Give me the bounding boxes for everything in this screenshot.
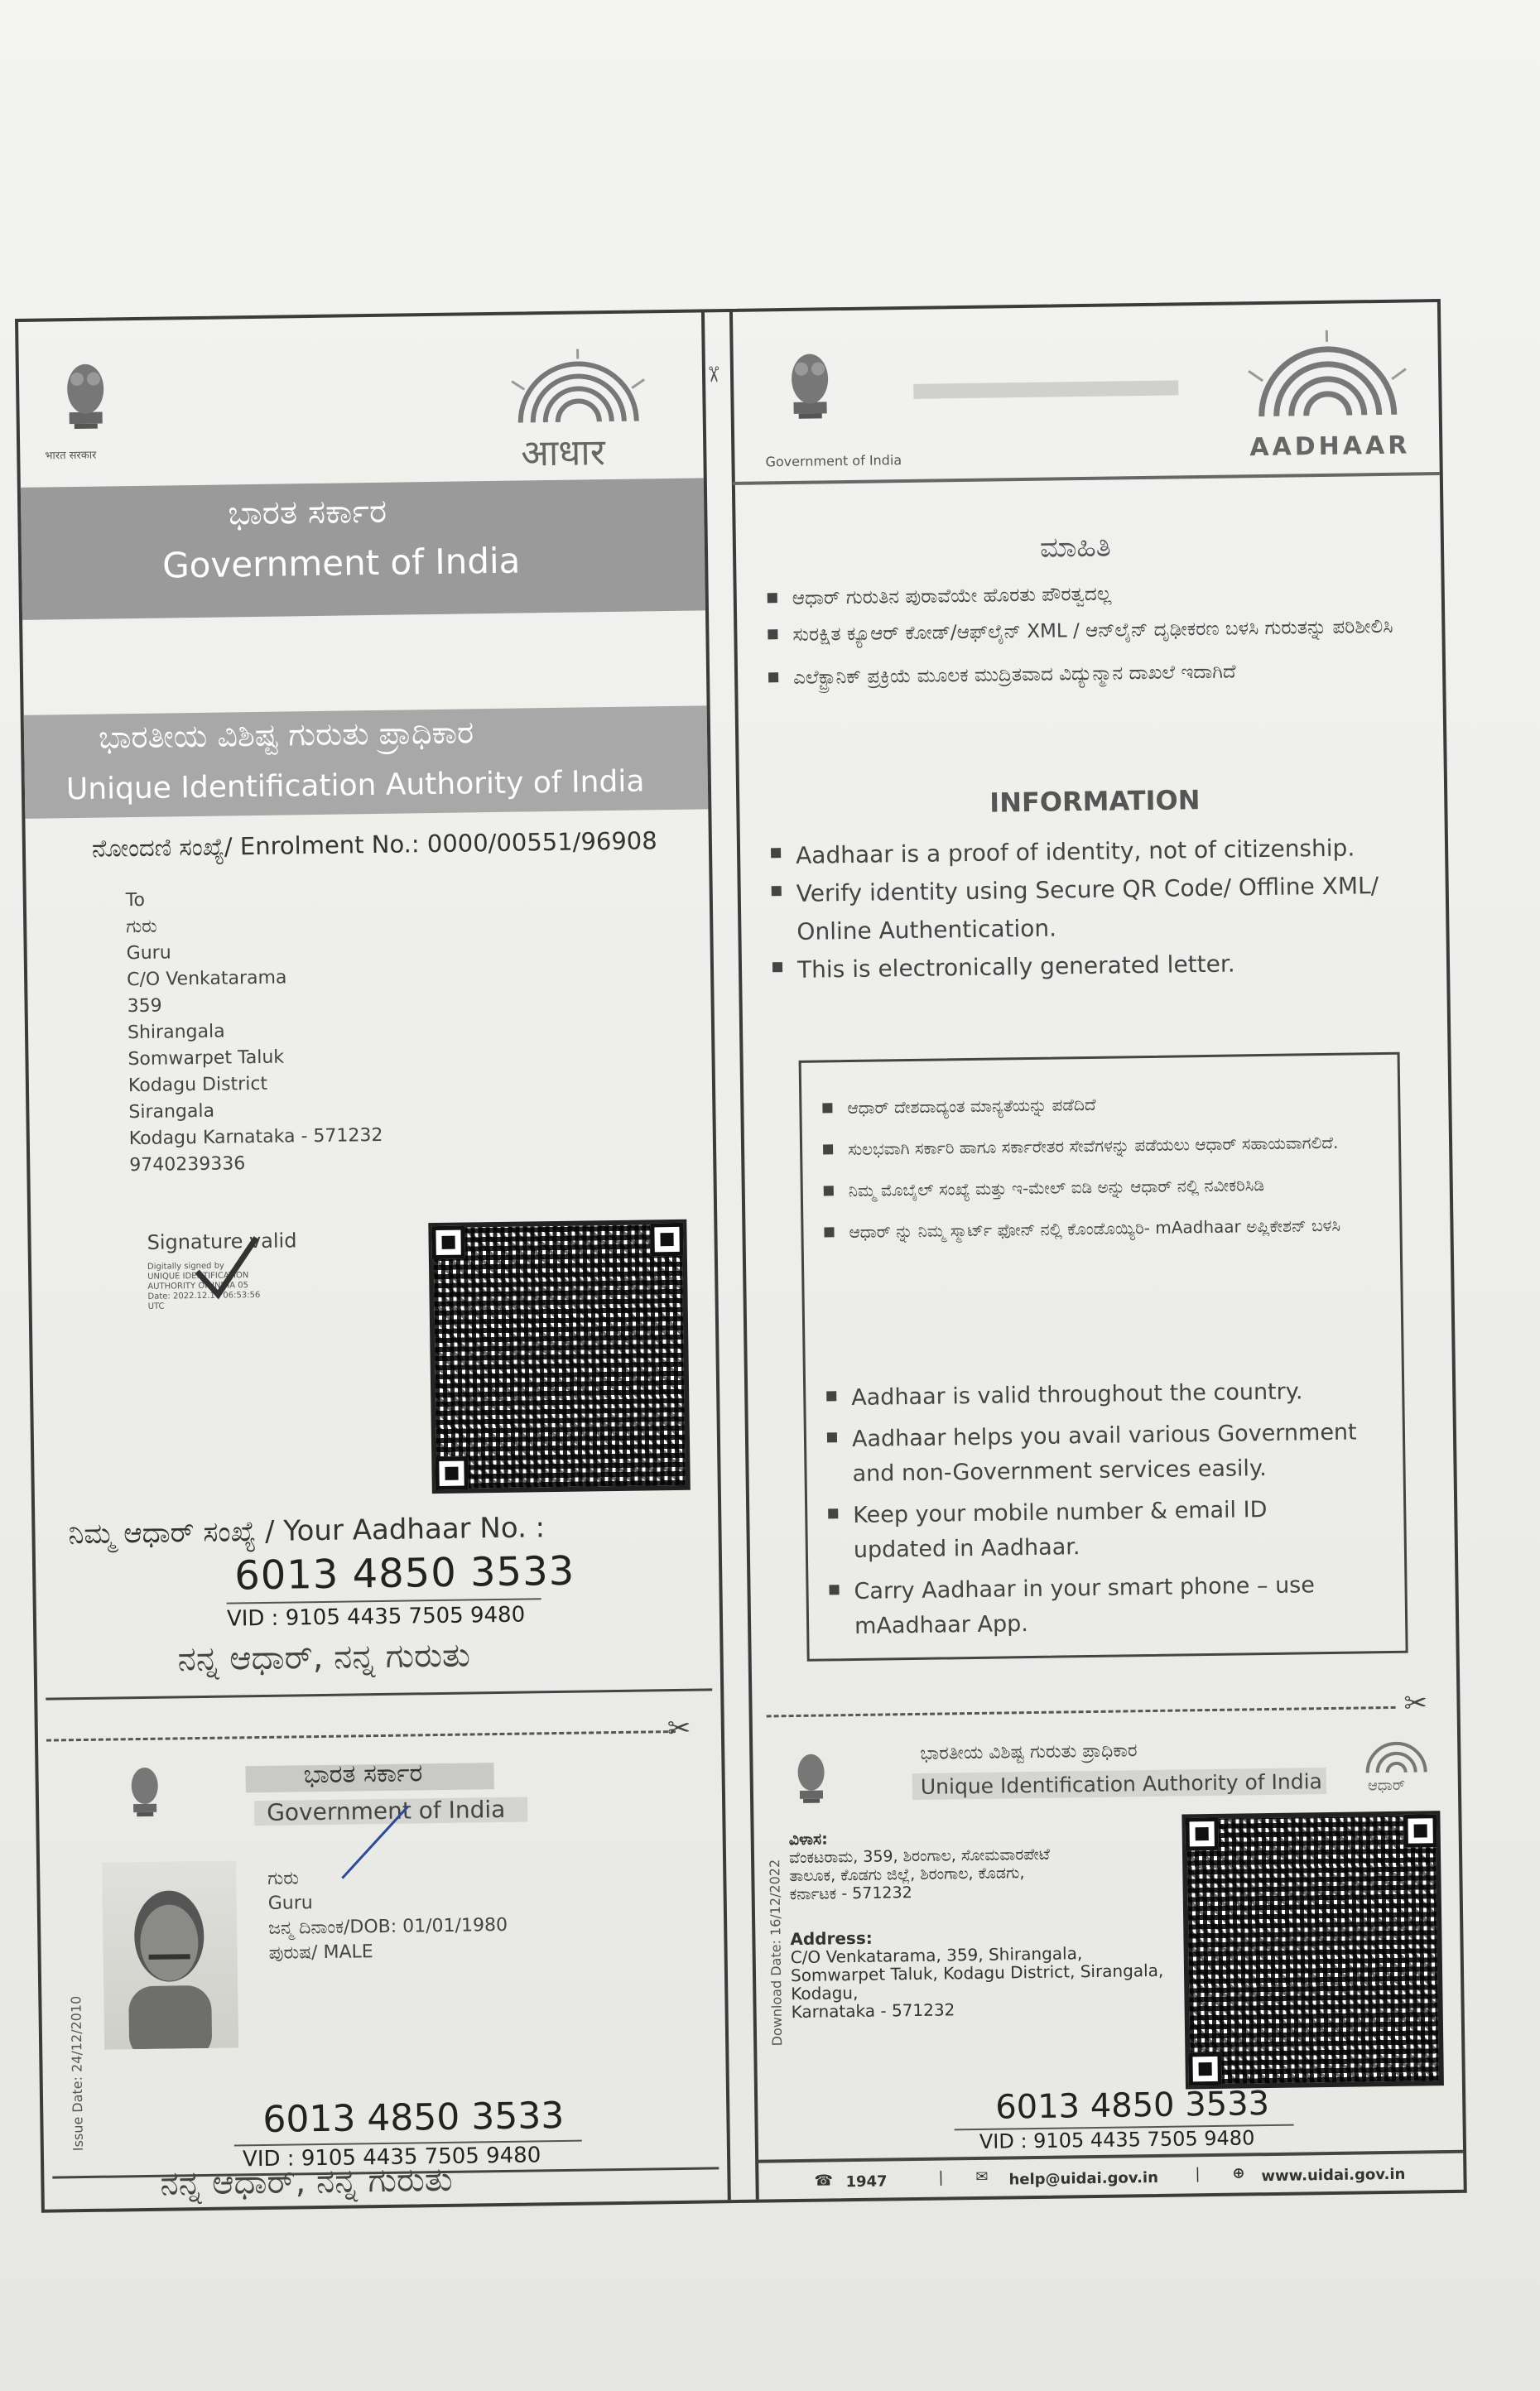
signature-line: Digitally signed by xyxy=(147,1261,225,1272)
signature-title: Signature valid xyxy=(147,1229,297,1254)
address-english-line: Karnataka - 571232 xyxy=(791,1999,955,2023)
aadhaar-number: 6013 4850 3533 xyxy=(233,1547,575,1600)
card-vid-number: VID : 9105 4435 7505 9480 xyxy=(242,2143,541,2172)
divider-scissors-icon: ✂ xyxy=(700,365,726,384)
holder-name-kannada: ಗುರು xyxy=(267,1868,300,1889)
aadhaar-logo-text-right: AADHAAR xyxy=(1249,431,1411,463)
holder-photo xyxy=(102,1860,238,2049)
right-column xyxy=(730,302,1464,2200)
box-english-list xyxy=(826,1374,1368,1644)
header-smudge xyxy=(913,380,1178,398)
info-english-list xyxy=(771,828,1427,989)
download-date: Download Date: 16/12/2022 xyxy=(767,1859,786,2047)
address-kannada-line: ಕರ್ನಾಟಕ - 571232 xyxy=(789,1883,912,1904)
box-english-item: Aadhaar helps you avail various Government and non-Government services easily. xyxy=(827,1415,1366,1492)
card-govt-english: Government of India xyxy=(266,1795,506,1826)
card-aadhaar-number: 6013 4850 3533 xyxy=(262,2094,565,2142)
info-english-item: Aadhaar is a proof of identity, not of citizenship. xyxy=(771,828,1426,875)
info-title: INFORMATION xyxy=(989,784,1201,819)
ashoka-emblem-small-icon-right xyxy=(787,1747,835,1819)
card-uidai-english: Unique Identification Authority of India xyxy=(920,1769,1323,1799)
vid-number: VID : 9105 4435 7505 9480 xyxy=(226,1602,526,1632)
emblem-caption: भारत सरकार xyxy=(45,449,97,463)
ashoka-emblem-small-icon xyxy=(121,1761,168,1833)
card-address-english xyxy=(790,1925,1164,2021)
card-vid-number-right: VID : 9105 4435 7505 9480 xyxy=(979,2126,1255,2153)
your-aadhaar-label: ನಿಮ್ಮ ಆಧಾರ್ ಸಂಖ್ಯೆ / Your Aadhaar No. : xyxy=(68,1511,546,1552)
qr-code-small xyxy=(1181,1811,1444,2089)
left-column xyxy=(18,312,728,2209)
address-line: Guru xyxy=(126,942,171,965)
address-kannada-line: ತಾಲೂಕ, ಕೊಡಗು ಜಿಲ್ಲೆ, ಶಿರಂಗಾಲ, ಕೊಡಗು, xyxy=(789,1864,1025,1886)
card-aadhaar-number-right: 6013 4850 3533 xyxy=(994,2085,1270,2127)
recipient-address xyxy=(126,884,383,1179)
globe-icon: ⊕ xyxy=(1232,2164,1245,2182)
address-line: Somwarpet Taluk xyxy=(128,1046,285,1070)
scissors-icon: ✂ xyxy=(667,1711,691,1746)
scissors-icon-right: ✂ xyxy=(1403,1686,1428,1720)
box-kannada-item: ಆಧಾರ್ ದೇಶದಾದ್ಯಂತ ಮಾನ್ಯತೆಯನ್ನು ಪಡೆದಿದೆ xyxy=(822,1088,1360,1120)
cut-line-right xyxy=(767,1706,1396,1718)
address-kannada-line: ವೆಂಕಟರಾಮ, 359, ಶಿರಂಗಾಲ, ಸೋಮವಾರಪೇಟೆ xyxy=(788,1845,1051,1868)
card-uidai-kannada: ಭಾರತೀಯ ವಿಶಿಷ್ಟ ಗುರುತು ಪ್ರಾಧಿಕಾರ xyxy=(920,1740,1138,1764)
card-tagline: ನನ್ನ ಆಧಾರ್, ನನ್ನ ಗುರುತು xyxy=(160,2160,454,2203)
box-kannada-item: ಆಧಾರ್ ನ್ನು ನಿಮ್ಮ ಸ್ಮಾರ್ಟ್ ಫೋನ್ ನಲ್ಲಿ ಕೊಂಡೊಯ್ಯಿರಿ- mAadhaar ಅಪ್ಲಿಕೇಶನ್ ಬಳಸಿ xyxy=(824,1212,1362,1244)
info-english-item: Verify identity using Secure QR Code/ Offline XML/ Online Authentication. xyxy=(771,866,1426,951)
card-logo-text: ಆಧಾರ್ xyxy=(1367,1776,1406,1795)
signature-line: UNIQUE IDENTIFICATION xyxy=(147,1271,249,1282)
uidai-english: Unique Identification Authority of India xyxy=(65,764,645,807)
qr-code-large xyxy=(428,1220,691,1494)
mail-icon: ✉ xyxy=(975,2167,989,2187)
address-kannada-label: ವಿಳಾಸ: xyxy=(788,1830,828,1850)
address-line: Sirangala xyxy=(128,1100,215,1123)
box-kannada-list xyxy=(822,1088,1362,1244)
holder-name-english: Guru xyxy=(267,1893,313,1914)
government-english: Government of India xyxy=(161,540,521,586)
card-govt-kannada: ಭಾರತ ಸರ್ಕಾರ xyxy=(303,1758,423,1790)
uidai-kannada: ಭಾರತೀಯ ವಿಶಿಷ್ಟ ಗುರುತು ಪ್ರಾಧಿಕಾರ xyxy=(98,714,474,756)
ashoka-emblem-icon xyxy=(52,354,120,454)
info-box xyxy=(799,1052,1408,1662)
footer-separator: | xyxy=(938,2168,944,2187)
address-line: Kodagu Karnataka - 571232 xyxy=(128,1124,383,1150)
phone-icon: ☎ xyxy=(814,2172,834,2190)
aadhaar-letter xyxy=(15,299,1467,2213)
info-kannada-item: ಸುರಕ್ಷಿತ ಕ್ಯೂಆರ್ ಕೋಡ್/ಆಫ್‌ಲೈನ್ XML / ಆನ್‌ಲೈನ್ ದೃಢೀಕರಣ ಬಳಸಿ ಗುರುತನ್ನು ಪರಿಶೀಲಿಸಿ xyxy=(768,613,1397,650)
box-kannada-item: ಸುಲಭವಾಗಿ ಸರ್ಕಾರಿ ಹಾಗೂ ಸರ್ಕಾರೇತರ ಸೇವೆಗಳನ್ನು ಪಡೆಯಲು ಆಧಾರ್ ಸಹಾಯವಾಗಲಿದೆ. xyxy=(823,1129,1361,1162)
footer-web: www.uidai.gov.in xyxy=(1261,2165,1406,2186)
info-kannada-item: ಎಲೆಕ್ಟ್ರಾನಿಕ್ ಪ್ರಕ್ರಿಯೆ ಮೂಲಕ ಮುದ್ರಿತವಾದ ವಿದ್ಯುನ್ಮಾನ ದಾಖಲೆ ಇದಾಗಿದೆ xyxy=(768,656,1398,693)
address-english-line: Kodagu, xyxy=(791,1982,859,2004)
address-line: Kodagu District xyxy=(128,1073,268,1097)
tagline: ನನ್ನ ಆಧಾರ್, ನನ್ನ ಗುರುತು xyxy=(177,1636,471,1679)
address-line: 9740239336 xyxy=(129,1153,246,1176)
signature-check-icon xyxy=(188,1229,263,1305)
info-english-item: This is electronically generated letter. xyxy=(772,942,1427,989)
aadhaar-logo-small-icon xyxy=(1359,1726,1434,1777)
footer xyxy=(756,2157,1463,2200)
issue-date: Issue Date: 24/12/2010 xyxy=(68,1995,86,2152)
header-rule xyxy=(733,472,1440,485)
address-line: 359 xyxy=(127,995,162,1017)
uidai-band xyxy=(24,705,709,819)
address-english-label: Address: xyxy=(790,1927,873,1950)
info-kannada-title: ಮಾಹಿತಿ xyxy=(1039,530,1111,565)
address-line: Shirangala xyxy=(127,1021,225,1044)
person-silhouette-icon xyxy=(102,1860,238,2049)
address-english-line: C/O Venkatarama, 359, Shirangala, xyxy=(790,1943,1083,1968)
box-kannada-item: ನಿಮ್ಮ ಮೊಬೈಲ್ ಸಂಖ್ಯೆ ಮತ್ತು ಇ-ಮೇಲ್ ಐಡಿ ಅನ್ನು ಆಧಾರ್ ನಲ್ಲಿ ನವೀಕರಿಸಿಡಿ xyxy=(824,1171,1362,1203)
aadhaar-logo-text: आधार xyxy=(520,431,606,475)
footer-separator: | xyxy=(1195,2165,1201,2183)
government-kannada: ಭಾರತ ಸರ್ಕಾರ xyxy=(227,492,387,533)
aadhaar-logo-icon-right xyxy=(1235,327,1419,429)
address-line: ಗುರು xyxy=(126,916,157,938)
footer-email: help@uidai.gov.in xyxy=(1008,2168,1159,2189)
holder-dob: ಜನ್ಮ ದಿನಾಂಕ/DOB: 01/01/1980 xyxy=(268,1914,508,1939)
info-kannada-list xyxy=(768,576,1398,693)
holder-details xyxy=(267,1864,508,1966)
holder-gender: ಪುರುಷ/ MALE xyxy=(268,1941,373,1964)
signature-line: Date: 2022.12.16 06:53:56 xyxy=(147,1290,261,1301)
card-top-rule xyxy=(46,1688,712,1700)
signature-line: AUTHORITY OF INDIA 05 xyxy=(147,1281,248,1292)
address-line: To xyxy=(125,889,146,912)
ashoka-emblem-icon-right xyxy=(777,344,845,444)
government-band xyxy=(21,478,705,620)
card-address-kannada xyxy=(789,1827,1051,1903)
enrolment-number: ನೋಂದಣಿ ಸಂಖ್ಯೆ/ Enrolment No.: 0000/00551/96908 xyxy=(91,826,657,863)
signature-line: UTC xyxy=(147,1301,165,1311)
box-english-item: Keep your mobile number & email ID updated in Aadhaar. xyxy=(828,1491,1367,1568)
info-kannada-item: ಆಧಾರ್ ಗುರುತಿನ ಪುರಾವೆಯೇ ಹೊರತು ಪೌರತ್ವದಲ್ಲ xyxy=(768,576,1397,613)
address-english-line: Somwarpet Taluk, Kodagu District, Sirangala, xyxy=(790,1960,1164,1986)
box-english-item: Carry Aadhaar in your smart phone – use mAadhaar App. xyxy=(829,1567,1368,1644)
address-line: C/O Venkatarama xyxy=(126,967,287,991)
aadhaar-logo-icon xyxy=(495,346,662,431)
cut-line xyxy=(46,1730,676,1742)
footer-phone: 1947 xyxy=(845,2172,888,2191)
box-english-item: Aadhaar is valid throughout the country. xyxy=(826,1374,1365,1416)
emblem-caption-right: Government of India xyxy=(765,452,902,470)
